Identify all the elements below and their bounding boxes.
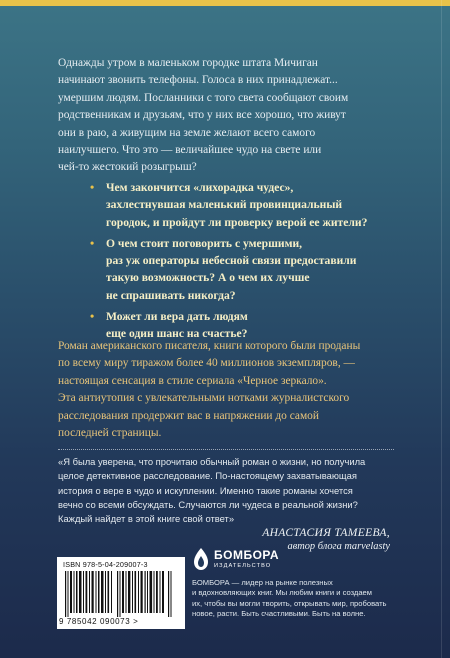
quote-line: история о вере в чудо и искуплении. Именно такие романы хочется [58,484,353,496]
quote-line: целое детективное расследование. По-настоящему захватывающая [58,470,357,482]
question-line: О чем стоит поговорить с умершими, [106,236,303,250]
about-line: Эта антиутопия с увлекательными нотками журналистского [58,392,350,405]
publisher-line: новое, расти. Быть счастливыми. Быть на волне. [192,608,366,618]
quote-author-role: автор блога marvelasty [287,541,390,552]
review-quote [58,455,396,526]
intro-line: чей-то жестокий розыгрыш? [58,161,197,174]
about-line: настоящая сенсация в стиле сериала «Черное зеркало». [58,374,327,387]
about-line: последней страницы. [58,427,162,440]
intro-paragraph [58,55,380,177]
publisher-subtitle: ИЗДАТЕЛЬСТВО [214,563,272,569]
intro-line: Однажды утром в маленьком городке штата Мичиган [58,57,318,69]
quote-line: «Я была уверена, что прочитаю обычный роман о жизни, но получила [58,456,366,467]
intro-line: начинают звонить телефоны. Голоса в них принадлежат... [58,74,338,87]
question-line: раз уж операторы небесной связи предоставили [106,254,357,268]
bullet-icon: • [90,309,95,324]
question-line: такую возможность? А о чем их лучше [106,271,310,285]
publisher-name: БОМБОРА [214,548,280,562]
publisher-line: и вдохновляющих книг. Мы любим книги и создаем [192,588,373,598]
publisher-line: их, чтобы вы могли творить, открывать мир, пробовать [192,598,387,608]
barcode-digits: 9 785042 090073 > [59,617,139,626]
intro-line: наилучшего. Что это — величайшее чудо на свете или [58,144,322,157]
about-paragraph [58,338,396,442]
intro-line: они в раю, а живущим на земле желают всего самого [58,126,316,139]
question-line: городок, и пройдут ли проверку верой ее жители? [106,215,368,229]
bullet-icon: • [90,235,95,250]
question-item [90,179,391,231]
quote-line: Каждый найдет в этой книге свой ответ» [58,513,235,525]
isbn-label: ISBN 978-5-04-209007-3 [63,560,148,569]
question-line: не спрашивать никогда? [106,288,236,302]
quote-line: вечно со всеми обсуждать. Случаются ли чудеса в реальной жизни? [58,498,358,510]
publisher-description [192,578,397,619]
bullet-icon: • [90,180,95,194]
about-line: Роман американского писателя, книги которого были проданы [58,340,361,352]
bombora-logo-icon [192,546,210,572]
barcode-bars [61,571,181,617]
question-item [90,235,391,304]
question-line: захлестнувшая маленький провинциальный [106,198,343,212]
dotted-divider [58,449,394,450]
question-line: Может ли вера дать людям [106,310,248,324]
publisher-line: БОМБОРА — лидер на рынке полезных [192,578,333,587]
quote-author-name: АНАСТАСИЯ ТАМЕЕВА, [262,526,390,539]
spine-edge [441,0,442,658]
intro-line: умершим людям. Посланники с того света сообщают своим [58,91,349,104]
top-color-strip [0,0,450,6]
about-line: по всему миру тиражом более 40 миллионов экземпляров, — [58,357,355,370]
question-line: еще один шанс на счастье? [106,327,248,341]
intro-line: родственникам и друзьям, что у них все хорошо, что живут [58,109,346,122]
about-line: расследования продержит вас в напряжении до самой [58,409,319,422]
question-line: Чем закончится «лихорадка чудес», [106,181,294,194]
isbn-barcode [57,557,185,629]
publisher-logo [192,546,312,574]
